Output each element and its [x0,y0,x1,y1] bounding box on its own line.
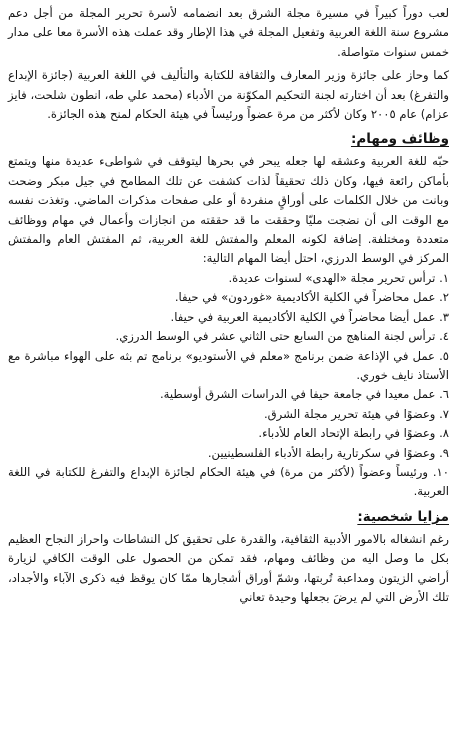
list-item: ١. ترأس تحرير مجلة «الهدى» لسنوات عديدة. [228,270,449,285]
list-item: ٧. وعضوًا في هيئة تحرير مجلة الشرق. [264,406,449,421]
intro-paragraph-1: لعب دوراً كبيراً في مسيرة مجلة الشرق بعد انضمامه لأسرة تحرير المجلة من أجل دعم مشروع سنة اللغة العربية وتفعيل المجلة في هذا الإطار وقد عملت هذه الأسرة معا على مدار خمس سنوات متواصلة. [8,6,449,59]
list-item: ٩. وعضوًا في سكرتارية رابطة الأدباء الفلسطينيين. [207,445,449,460]
duties-paragraph: حبّه للغة العربية وعشقه لها جعله يبحر في بحرها ليتوقف في شواطىء عديدة منها ويتمتع بأماكن رائعة فيها، وكان ذلك تحقيقاً لذات كشفت عن تلك المطامح في جيل مبكر وضحت وبانت من خلال الكلمات على أوراقٍ منفردة أو على صفحات مذكرات الماضي. وتغذت نفسه مع الوقت الى أن نضجت مليّا وحققت ما قد حققته من انجازات وأعمال في مهام ووظائف متعددة ومختلفة. إضافة لكونه المعلم والمفتش للغة العربية، ثم المفتش العام والمفتش المركز في الوسط الدرزي، احتل أيضا المهام التالية: [8,154,449,266]
section-heading-duties: وظائف ومهام: [350,131,449,148]
list-item: ٤. ترأس لجنة المناهج من السابع حتى الثاني عشر في الوسط الدرزي. [115,329,449,344]
personal-traits-paragraph: رغم انشغاله بالامور الأدبية الثقافية، والقدرة على تحقيق كل النشاطات واحراز النجاح العظيم بكل ما وصل اليه من وظائف ومهام، فقد تمكن من الحصول على الوقت الكافي لزيارة أراضي الزيتون ومداعبة تُربتها، وشمّ أوراق أشجارها ممّا كان يوقظ فيه ذكرى الآباء والأجداد، تلك الأرض التي لم يرضَ بجعلها وحيدة تعاني [8,531,449,604]
list-item: ٢. عمل محاضراً في الكلية الأكاديمية «غوردون» في حيفا. [174,290,449,305]
section-heading-personal-traits: مزايا شخصية: [357,508,449,525]
list-item: ٣. عمل أيضا محاضراً في الكلية الأكاديمية العربية في حيفا. [170,309,449,324]
duties-list [8,269,449,502]
list-item: ٥. عمل في الإذاعة ضمن برنامج «معلم في الأستوديو» برنامج تم بثه على الهواء مباشرة مع الأستاذ نايف خوري. [8,348,449,382]
list-item: ٦. عمل معيدا في جامعة حيفا في الدراسات الشرق أوسطية. [159,387,449,402]
list-item: ٨. وعضوًا في رابطة الإتحاد العام للأدباء. [258,426,449,441]
intro-paragraph-2: كما وحاز على جائزة وزير المعارف والثقافة للكتابة والتأليف في اللغة العربية (جائزة الإبداع والتفرغ) بعد أن اختارته لجنة التحكيم المكوّنة من الأدباء (محمد علي طه، انطون شلحت، فايز عزام) عام ٢٠٠٥ وكان لأكثر من مرة عضواً ورئيساً في هيئة الحكام لمنح هذه الجائزة. [8,68,449,122]
list-item: ١٠. ورئيساً وعضواً (لأكثر من مرة) في هيئة الحكام لجائزة الإبداع والتفرغ للكتابة في اللغة العربية. [8,464,449,499]
